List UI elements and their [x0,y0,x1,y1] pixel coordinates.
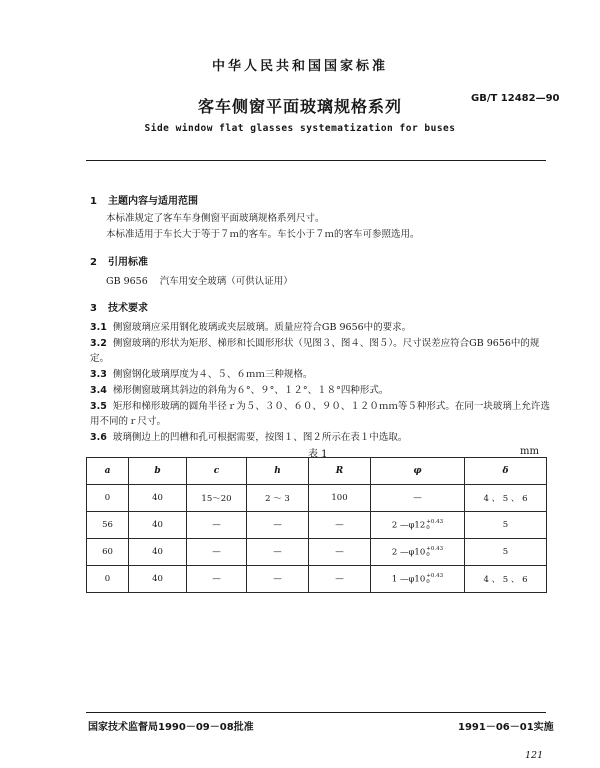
header-c: c [187,458,247,485]
table-row [87,512,547,539]
section-1-paragraph-2: 本标准适用于车长大于等于７ｍ的客车。车长小于７ｍ的客车可参照选用。 [106,229,420,240]
cell-c: 15～20 [187,485,247,512]
section-3-heading: 3 技术要求 [90,303,148,314]
reference-standard [106,274,293,289]
table-header-row [87,458,547,485]
clause-3-3: 3.3 侧窗钢化玻璃厚度为４、５、６ｍｍ三种规格。 [90,369,313,380]
implementation-date: 1991－06－01实施 [458,722,554,733]
header-divider [86,160,546,161]
cell-h: — [247,566,309,593]
section-1-paragraph-1: 本标准规定了客车车身侧窗平面玻璃规格系列尺寸。 [106,213,325,224]
cell-r: — [309,539,371,566]
cell-c: — [187,566,247,593]
cell-h: — [247,539,309,566]
standard-number: GB/T 12482—90 [471,93,560,104]
section-2-heading: 2 引用标准 [90,257,148,268]
cell-c: — [187,512,247,539]
header-delta: δ [465,458,547,485]
cell-r: — [309,512,371,539]
cell-b: 40 [129,485,187,512]
header-b: b [129,458,187,485]
dimension-table [86,457,547,593]
document-title: 客车侧窗平面玻璃规格系列 [197,97,402,116]
cell-b: 40 [129,539,187,566]
cell-b: 40 [129,512,187,539]
cell-delta: 4 、 5 、 6 [465,566,547,593]
clause-3-4: 3.4 梯形侧窗玻璃其斜边的斜角为６°、９°、１２°、１８°四种形式。 [90,385,389,396]
cell-r: 100 [309,485,371,512]
cell-phi: 2 —φ12+0.43 0 [371,512,465,539]
cell-phi: 2 —φ10+0.43 0 [371,539,465,566]
cell-phi: — [371,485,465,512]
cell-delta: 5 [465,539,547,566]
page-number: 121 [525,750,544,761]
cell-delta: 5 [465,512,547,539]
footer-divider [86,712,546,713]
table-caption: 表 1 [308,449,328,460]
cell-a: 0 [87,566,129,593]
standard-header: 中华人民共和国国家标准 [211,59,388,74]
header-a: a [87,458,129,485]
table-row [87,566,547,593]
section-1-heading: 1 主题内容与适用范围 [90,196,198,207]
cell-a: 0 [87,485,129,512]
header-r: R [309,458,371,485]
cell-h: 2 ～ 3 [247,485,309,512]
table-unit: mm [520,446,539,457]
cell-a: 60 [87,539,129,566]
english-title: Side window flat glasses systematization for buses [144,123,456,134]
clause-3-2: 3.2 侧窗玻璃的形状为矩形、梯形和长圆形形状（见图３、图４、图５）。尺寸误差应符合GB 9656中的规定。 [90,338,540,364]
table-row [87,485,547,512]
reference-title: 汽车用安全玻璃（可供认证用） [159,276,293,287]
cell-h: — [247,512,309,539]
approval-note: 国家技术监督局1990－09－08批准 [88,722,254,733]
cell-delta: 4 、 5 、 6 [465,485,547,512]
cell-phi: 1 —φ10+0.43 0 [371,566,465,593]
reference-code: GB 9656 [106,276,148,287]
header-h: h [247,458,309,485]
clause-3-1: 3.1 侧窗玻璃应采用钢化玻璃或夹层玻璃。质量应符合GB 9656中的要求。 [90,322,412,333]
cell-r: — [309,566,371,593]
cell-c: — [187,539,247,566]
clause-3-6: 3.6 玻璃侧边上的凹槽和孔可根据需要，按图１、图２所示在表１中选取。 [90,432,408,443]
cell-b: 40 [129,566,187,593]
cell-a: 56 [87,512,129,539]
clause-3-5: 3.5 矩形和梯形玻璃的圆角半径ｒ为５、３０、６０、９０、１２０ｍｍ等５种形式。在同一块玻璃上允许选用不同的ｒ尺寸。 [90,401,550,427]
header-phi: φ [371,458,465,485]
table-row [87,539,547,566]
